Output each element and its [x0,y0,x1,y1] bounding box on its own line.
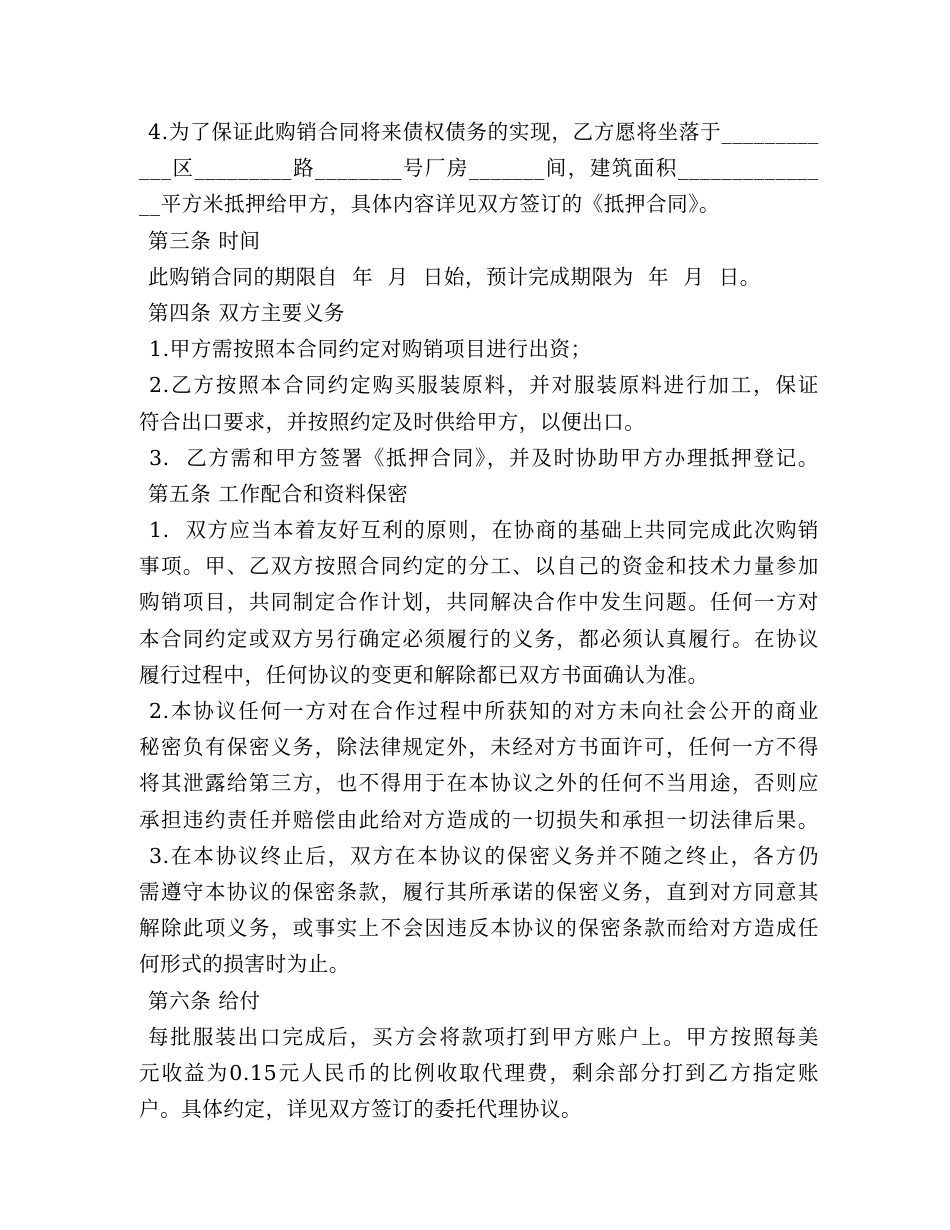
paragraph-line: 本合同约定或双方另行确定必须履行的义务，都必须认真履行。在协议 [139,626,819,651]
section-heading: 第六条 给付 [148,988,261,1013]
paragraph-line: 1.甲方需按照本合同约定对购销项目进行出资； [149,337,592,362]
paragraph-line: ___区_________路________号厂房_______间，建筑面积_____________ [139,156,819,181]
paragraph-line: 承担违约责任并赔偿由此给对方造成的一切损失和承担一切法律后果。 [139,807,819,832]
paragraph-line: 此购销合同的期限自 年 月 日始，预计完成期限为 年 月 日。 [148,264,761,289]
paragraph-line: 符合出口要求，并按照约定及时供给甲方，以便出口。 [139,409,646,434]
paragraph-line: 事项。甲、乙双方按照合同约定的分工、以自己的资金和技术力量参加 [139,554,819,579]
section-heading: 第三条 时间 [148,228,261,253]
paragraph-line: __平方米抵押给甲方，具体内容详见双方签订的《抵押合同》。 [139,192,721,217]
paragraph-line: 4.为了保证此购销合同将来债权债务的实现，乙方愿将坐落于_________ [148,120,819,144]
paragraph-line: 解除此项义务，或事实上不会因违反本协议的保密条款而给对方造成任 [139,916,819,941]
paragraph-line: 购销项目，共同制定合作计划，共同解决合作中发生问题。任何一方对 [139,590,819,615]
paragraph-line: 履行过程中，任何协议的变更和解除都已双方书面确认为准。 [139,662,709,687]
document-page [139,114,819,1127]
paragraph-line: 每批服装出口完成后，买方会将款项打到甲方账户上。甲方按照每美 [148,1024,819,1049]
paragraph-line: 户。具体约定，详见双方签订的委托代理协议。 [139,1097,583,1122]
paragraph-line: 1. 双方应当本着友好互利的原则，在协商的基础上共同完成此次购销 [149,518,819,543]
paragraph-line: 秘密负有保密义务，除法律规定外，未经对方书面许可，任何一方不得 [139,735,819,760]
paragraph-line: 2.本协议任何一方对在合作过程中所获知的对方未向社会公开的商业 [149,699,819,723]
paragraph-line: 需遵守本协议的保密条款，履行其所承诺的保密义务，直到对方同意其 [139,879,819,904]
paragraph-line: 3. 乙方需和甲方签署《抵押合同》，并及时协助甲方办理抵押登记。 [149,445,819,470]
section-heading: 第四条 双方主要义务 [148,300,346,325]
paragraph-line: 元收益为0.15元人民币的比例收取代理费，剩余部分打到乙方指定账 [139,1060,819,1085]
paragraph-line: 3.在本协议终止后，双方在本协议的保密义务并不随之终止，各方仍 [149,843,819,868]
paragraph-line: 将其泄露给第三方，也不得用于在本协议之外的任何不当用途，否则应 [139,771,819,796]
paragraph-line: 2.乙方按照本合同约定购买服装原料，并对服装原料进行加工，保证 [149,373,819,398]
section-heading: 第五条 工作配合和资料保密 [148,481,409,506]
paragraph-line: 何形式的损害时为止。 [139,952,350,977]
